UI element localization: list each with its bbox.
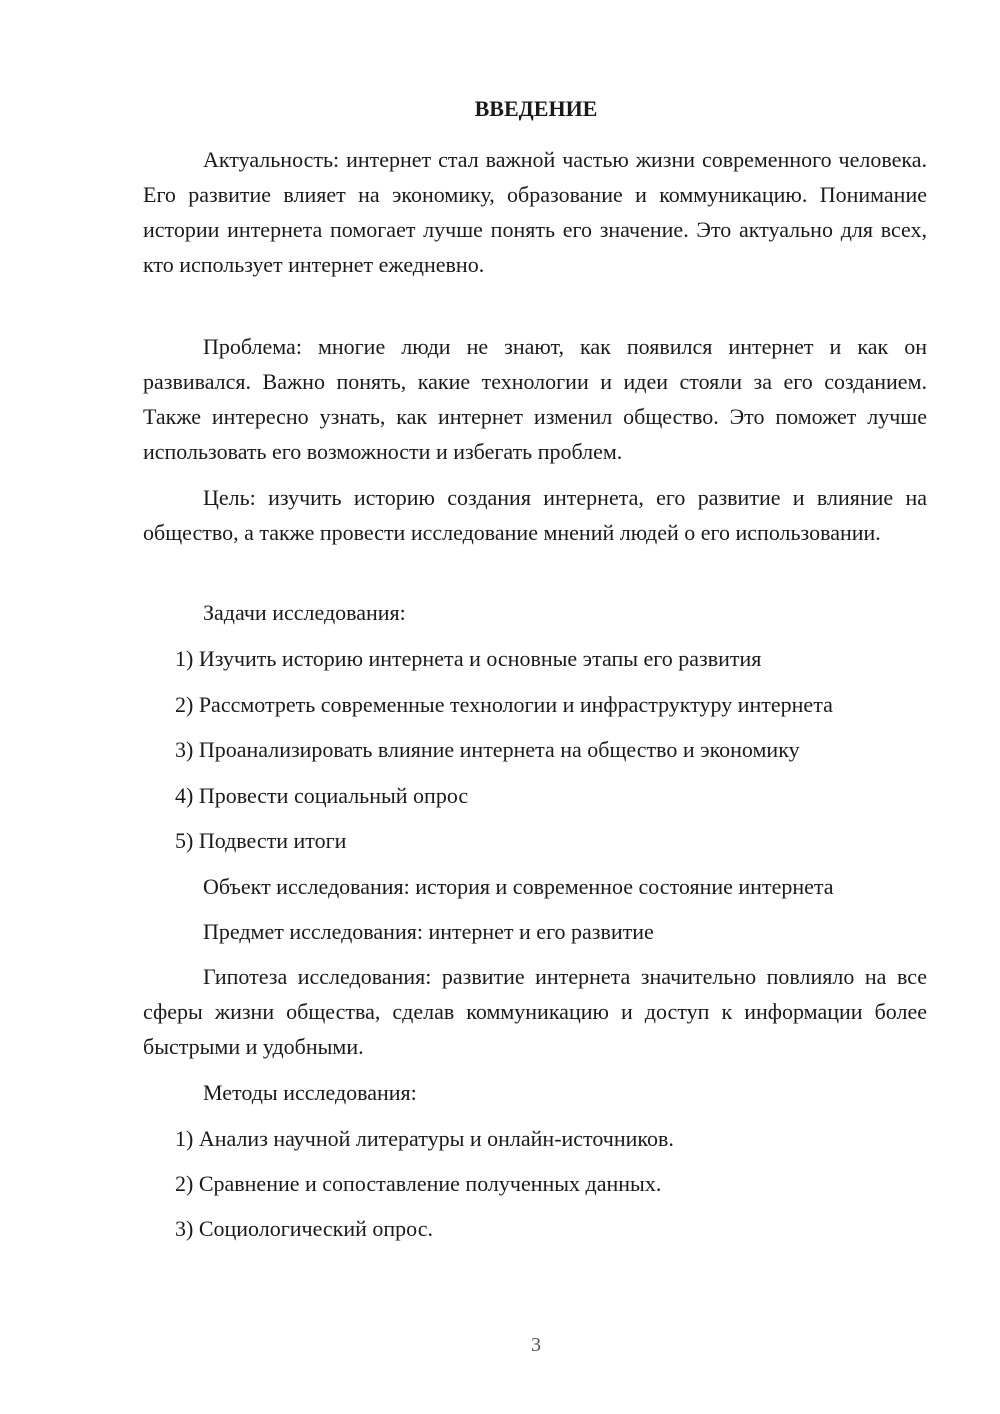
task-item: 3) Проанализировать влияние интернета на общество и экономику	[175, 737, 800, 762]
task-item: 2) Рассмотреть современные технологии и инфраструктуру интернета	[175, 692, 833, 717]
paragraph-relevance: Актуальность: интернет стал важной частью жизни современного человека. Его развитие влияет на экономику, образование и коммуникацию. Понимание истории интернета помогает лучше понять его значение. Это актуально для всех, кто использует интернет ежедневно.	[143, 147, 927, 277]
paragraph-goal: Цель: изучить историю создания интернета, его развитие и влияние на общество, а также провести исследование мнений людей о его использовании.	[143, 485, 927, 545]
task-item: 5) Подвести итоги	[175, 828, 347, 853]
research-object: Объект исследования: история и современное состояние интернета	[203, 874, 834, 899]
page-number: 3	[531, 1334, 541, 1356]
method-item: 3) Социологический опрос.	[175, 1216, 433, 1241]
paragraph-hypothesis: Гипотеза исследования: развитие интернета значительно повлияло на все сферы жизни общества, сделав коммуникацию и доступ к информации более быстрыми и удобными.	[143, 964, 927, 1059]
method-item: 1) Анализ научной литературы и онлайн-источников.	[175, 1126, 674, 1151]
task-item: 4) Провести социальный опрос	[175, 783, 469, 808]
research-subject: Предмет исследования: интернет и его развитие	[203, 919, 654, 944]
methods-heading: Методы исследования:	[203, 1080, 417, 1105]
task-item: 1) Изучить историю интернета и основные этапы его развития	[175, 646, 762, 671]
method-item: 2) Сравнение и сопоставление полученных данных.	[175, 1171, 662, 1196]
paragraph-problem: Проблема: многие люди не знают, как появился интернет и как он развивался. Важно понять, какие технологии и идеи стояли за его созданием. Также интересно узнать, как интернет изменил общество. Это поможет лучше использовать его возможности и избегать проблем.	[143, 334, 927, 464]
tasks-heading: Задачи исследования:	[203, 600, 406, 625]
section-title: ВВЕДЕНИЕ	[474, 96, 598, 121]
